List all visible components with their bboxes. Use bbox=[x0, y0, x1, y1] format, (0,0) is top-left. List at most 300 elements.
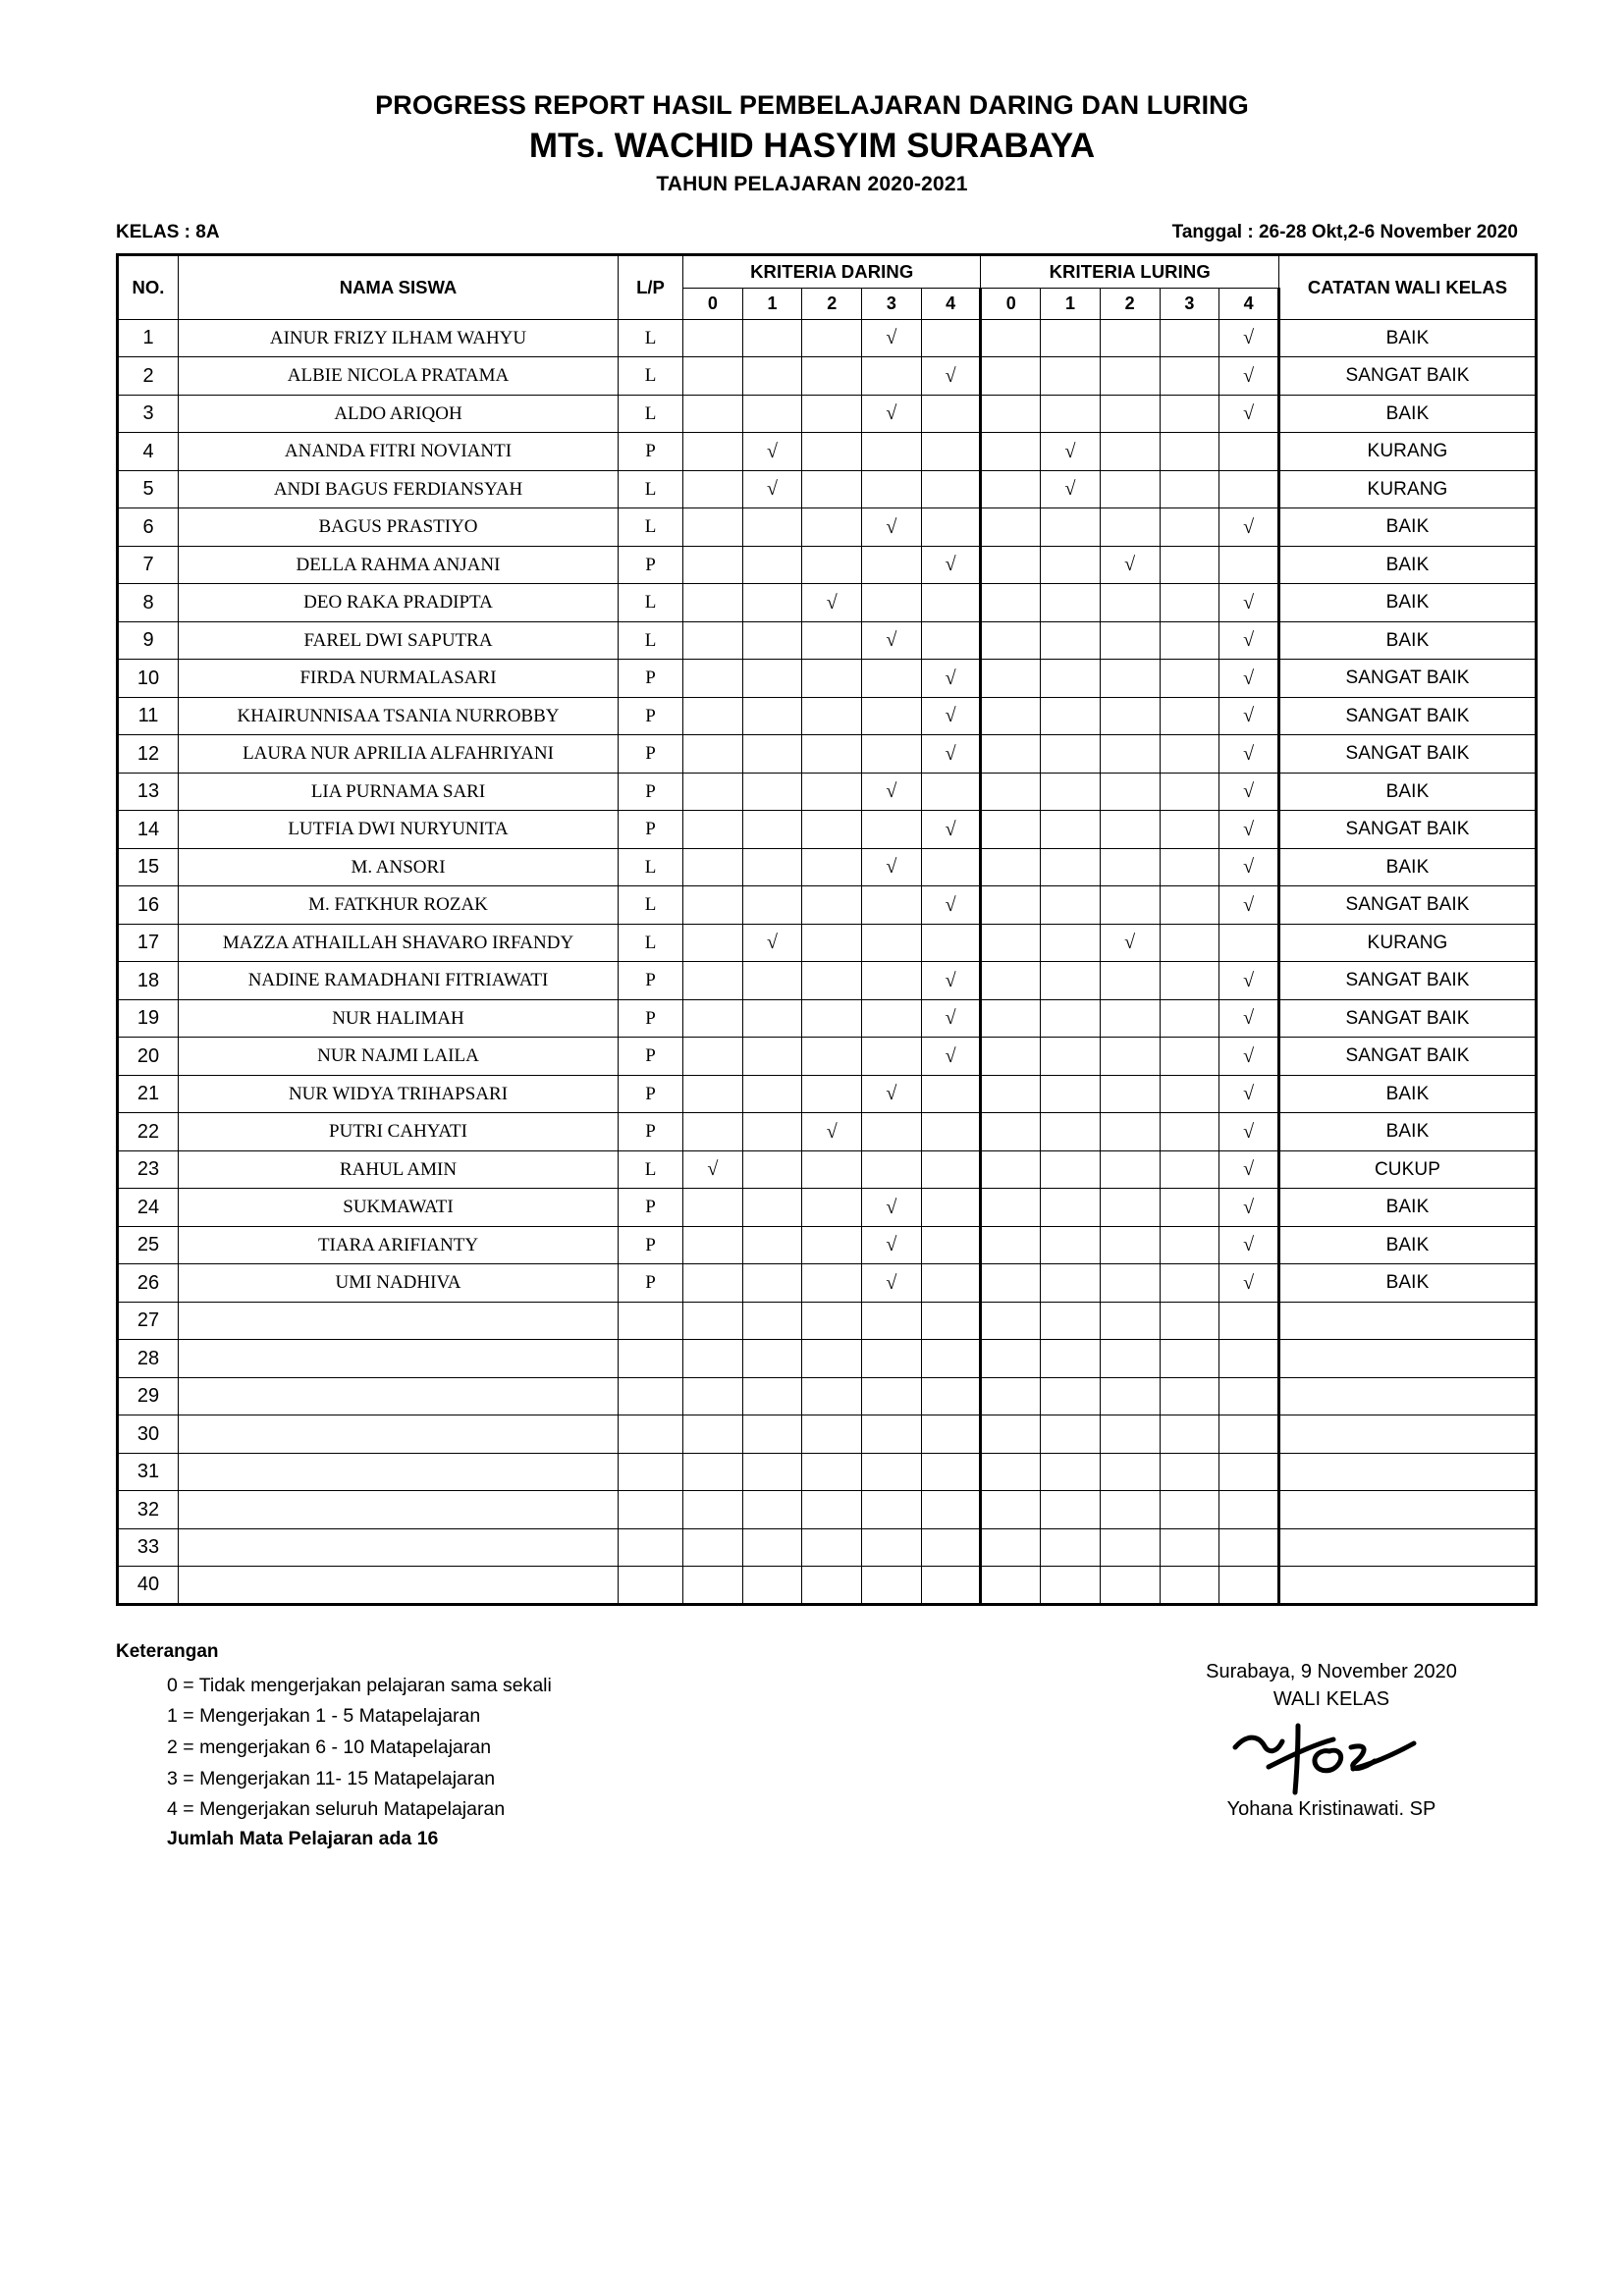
cell-luring-2[interactable] bbox=[1100, 1415, 1160, 1454]
cell-luring-1[interactable] bbox=[1041, 584, 1101, 622]
cell-luring-1[interactable] bbox=[1041, 1415, 1101, 1454]
cell-luring-2[interactable] bbox=[1100, 1264, 1160, 1303]
cell-daring-3[interactable] bbox=[862, 1377, 922, 1415]
cell-daring-2[interactable] bbox=[802, 1528, 862, 1567]
cell-luring-0[interactable] bbox=[981, 697, 1041, 735]
cell-luring-3[interactable] bbox=[1160, 697, 1219, 735]
cell-luring-1[interactable] bbox=[1041, 660, 1101, 698]
cell-luring-3[interactable] bbox=[1160, 773, 1219, 811]
cell-daring-4[interactable] bbox=[921, 621, 981, 660]
cell-daring-4[interactable]: √ bbox=[921, 811, 981, 849]
cell-luring-1[interactable] bbox=[1041, 319, 1101, 357]
cell-daring-3[interactable] bbox=[862, 697, 922, 735]
cell-luring-3[interactable] bbox=[1160, 962, 1219, 1000]
cell-daring-2[interactable] bbox=[802, 1567, 862, 1605]
cell-luring-4[interactable]: √ bbox=[1219, 508, 1279, 547]
cell-luring-4[interactable]: √ bbox=[1219, 735, 1279, 774]
cell-luring-2[interactable]: √ bbox=[1100, 924, 1160, 962]
cell-daring-2[interactable] bbox=[802, 1226, 862, 1264]
cell-daring-3[interactable] bbox=[862, 1453, 922, 1491]
cell-daring-0[interactable] bbox=[683, 886, 743, 925]
cell-daring-2[interactable] bbox=[802, 962, 862, 1000]
cell-daring-4[interactable]: √ bbox=[921, 697, 981, 735]
cell-daring-1[interactable] bbox=[742, 1567, 802, 1605]
cell-luring-2[interactable] bbox=[1100, 470, 1160, 508]
cell-daring-2[interactable] bbox=[802, 1491, 862, 1529]
cell-luring-1[interactable] bbox=[1041, 697, 1101, 735]
cell-luring-1[interactable] bbox=[1041, 1038, 1101, 1076]
cell-luring-4[interactable]: √ bbox=[1219, 773, 1279, 811]
cell-daring-3[interactable] bbox=[862, 357, 922, 396]
cell-luring-4[interactable] bbox=[1219, 1567, 1279, 1605]
cell-daring-0[interactable] bbox=[683, 621, 743, 660]
cell-daring-3[interactable] bbox=[862, 886, 922, 925]
cell-luring-3[interactable] bbox=[1160, 470, 1219, 508]
cell-luring-2[interactable] bbox=[1100, 1453, 1160, 1491]
cell-luring-3[interactable] bbox=[1160, 1528, 1219, 1567]
cell-luring-4[interactable] bbox=[1219, 546, 1279, 584]
cell-luring-1[interactable] bbox=[1041, 1377, 1101, 1415]
cell-daring-1[interactable] bbox=[742, 1189, 802, 1227]
cell-luring-0[interactable] bbox=[981, 584, 1041, 622]
cell-daring-4[interactable] bbox=[921, 319, 981, 357]
cell-daring-3[interactable] bbox=[862, 1528, 922, 1567]
cell-luring-2[interactable] bbox=[1100, 1528, 1160, 1567]
cell-daring-4[interactable] bbox=[921, 1415, 981, 1454]
cell-daring-4[interactable] bbox=[921, 1567, 981, 1605]
cell-daring-0[interactable] bbox=[683, 1264, 743, 1303]
cell-daring-3[interactable]: √ bbox=[862, 508, 922, 547]
cell-luring-4[interactable] bbox=[1219, 470, 1279, 508]
cell-daring-1[interactable] bbox=[742, 621, 802, 660]
cell-daring-3[interactable] bbox=[862, 1113, 922, 1151]
cell-daring-1[interactable] bbox=[742, 735, 802, 774]
cell-luring-1[interactable] bbox=[1041, 773, 1101, 811]
cell-daring-1[interactable] bbox=[742, 848, 802, 886]
cell-daring-2[interactable]: √ bbox=[802, 1113, 862, 1151]
cell-luring-0[interactable] bbox=[981, 999, 1041, 1038]
cell-daring-2[interactable] bbox=[802, 660, 862, 698]
cell-daring-2[interactable] bbox=[802, 697, 862, 735]
cell-luring-4[interactable]: √ bbox=[1219, 848, 1279, 886]
cell-daring-4[interactable] bbox=[921, 848, 981, 886]
cell-daring-1[interactable]: √ bbox=[742, 433, 802, 471]
cell-daring-1[interactable] bbox=[742, 1150, 802, 1189]
cell-daring-4[interactable] bbox=[921, 433, 981, 471]
cell-luring-2[interactable] bbox=[1100, 1150, 1160, 1189]
cell-luring-4[interactable] bbox=[1219, 1453, 1279, 1491]
cell-luring-4[interactable] bbox=[1219, 1302, 1279, 1340]
cell-daring-2[interactable] bbox=[802, 924, 862, 962]
cell-daring-4[interactable] bbox=[921, 508, 981, 547]
cell-luring-2[interactable] bbox=[1100, 1038, 1160, 1076]
cell-daring-0[interactable] bbox=[683, 357, 743, 396]
cell-daring-2[interactable] bbox=[802, 546, 862, 584]
cell-luring-2[interactable] bbox=[1100, 319, 1160, 357]
cell-luring-3[interactable] bbox=[1160, 395, 1219, 433]
cell-luring-0[interactable] bbox=[981, 962, 1041, 1000]
cell-luring-3[interactable] bbox=[1160, 1113, 1219, 1151]
cell-luring-1[interactable] bbox=[1041, 1302, 1101, 1340]
cell-luring-4[interactable]: √ bbox=[1219, 1038, 1279, 1076]
cell-luring-0[interactable] bbox=[981, 924, 1041, 962]
cell-daring-0[interactable] bbox=[683, 962, 743, 1000]
cell-daring-0[interactable] bbox=[683, 773, 743, 811]
cell-luring-2[interactable] bbox=[1100, 1567, 1160, 1605]
cell-luring-4[interactable]: √ bbox=[1219, 1150, 1279, 1189]
cell-luring-0[interactable] bbox=[981, 1150, 1041, 1189]
cell-daring-4[interactable] bbox=[921, 470, 981, 508]
cell-luring-0[interactable] bbox=[981, 621, 1041, 660]
cell-luring-0[interactable] bbox=[981, 1567, 1041, 1605]
cell-luring-2[interactable] bbox=[1100, 1302, 1160, 1340]
cell-luring-2[interactable] bbox=[1100, 697, 1160, 735]
cell-luring-3[interactable] bbox=[1160, 319, 1219, 357]
cell-daring-1[interactable] bbox=[742, 999, 802, 1038]
cell-luring-1[interactable] bbox=[1041, 962, 1101, 1000]
cell-daring-2[interactable] bbox=[802, 1415, 862, 1454]
cell-luring-0[interactable] bbox=[981, 1226, 1041, 1264]
cell-daring-2[interactable] bbox=[802, 735, 862, 774]
cell-daring-0[interactable] bbox=[683, 924, 743, 962]
cell-luring-3[interactable] bbox=[1160, 1150, 1219, 1189]
cell-daring-3[interactable]: √ bbox=[862, 1264, 922, 1303]
cell-daring-3[interactable]: √ bbox=[862, 319, 922, 357]
cell-luring-0[interactable] bbox=[981, 357, 1041, 396]
cell-daring-2[interactable] bbox=[802, 1340, 862, 1378]
cell-daring-3[interactable] bbox=[862, 1038, 922, 1076]
cell-luring-0[interactable] bbox=[981, 811, 1041, 849]
cell-daring-1[interactable] bbox=[742, 508, 802, 547]
cell-luring-3[interactable] bbox=[1160, 1189, 1219, 1227]
cell-luring-1[interactable] bbox=[1041, 735, 1101, 774]
cell-daring-1[interactable] bbox=[742, 1377, 802, 1415]
cell-daring-4[interactable] bbox=[921, 1113, 981, 1151]
cell-daring-1[interactable] bbox=[742, 584, 802, 622]
cell-daring-0[interactable] bbox=[683, 1453, 743, 1491]
cell-daring-0[interactable] bbox=[683, 395, 743, 433]
cell-luring-4[interactable]: √ bbox=[1219, 1264, 1279, 1303]
cell-luring-1[interactable] bbox=[1041, 811, 1101, 849]
cell-luring-4[interactable]: √ bbox=[1219, 1189, 1279, 1227]
cell-luring-4[interactable]: √ bbox=[1219, 1113, 1279, 1151]
cell-luring-1[interactable] bbox=[1041, 1150, 1101, 1189]
cell-daring-4[interactable] bbox=[921, 584, 981, 622]
cell-daring-3[interactable]: √ bbox=[862, 773, 922, 811]
cell-daring-1[interactable] bbox=[742, 1415, 802, 1454]
cell-daring-3[interactable] bbox=[862, 924, 922, 962]
cell-luring-2[interactable] bbox=[1100, 1491, 1160, 1529]
cell-daring-0[interactable] bbox=[683, 735, 743, 774]
cell-daring-4[interactable] bbox=[921, 1377, 981, 1415]
cell-daring-2[interactable] bbox=[802, 773, 862, 811]
cell-daring-0[interactable] bbox=[683, 319, 743, 357]
cell-luring-0[interactable] bbox=[981, 848, 1041, 886]
cell-daring-2[interactable] bbox=[802, 395, 862, 433]
cell-luring-0[interactable] bbox=[981, 1528, 1041, 1567]
cell-daring-0[interactable] bbox=[683, 1075, 743, 1113]
cell-daring-1[interactable] bbox=[742, 962, 802, 1000]
cell-luring-1[interactable] bbox=[1041, 1113, 1101, 1151]
cell-luring-2[interactable] bbox=[1100, 962, 1160, 1000]
cell-luring-3[interactable] bbox=[1160, 848, 1219, 886]
cell-luring-3[interactable] bbox=[1160, 1264, 1219, 1303]
cell-luring-2[interactable] bbox=[1100, 1113, 1160, 1151]
cell-luring-2[interactable] bbox=[1100, 886, 1160, 925]
cell-daring-0[interactable] bbox=[683, 1491, 743, 1529]
cell-daring-1[interactable] bbox=[742, 1453, 802, 1491]
cell-daring-0[interactable] bbox=[683, 1415, 743, 1454]
cell-luring-4[interactable]: √ bbox=[1219, 660, 1279, 698]
cell-luring-1[interactable]: √ bbox=[1041, 470, 1101, 508]
cell-luring-1[interactable] bbox=[1041, 1528, 1101, 1567]
cell-luring-1[interactable] bbox=[1041, 1491, 1101, 1529]
cell-daring-3[interactable] bbox=[862, 584, 922, 622]
cell-luring-2[interactable] bbox=[1100, 735, 1160, 774]
cell-daring-2[interactable] bbox=[802, 999, 862, 1038]
cell-luring-4[interactable]: √ bbox=[1219, 999, 1279, 1038]
cell-daring-0[interactable] bbox=[683, 1189, 743, 1227]
cell-daring-1[interactable] bbox=[742, 886, 802, 925]
cell-daring-4[interactable]: √ bbox=[921, 735, 981, 774]
cell-luring-1[interactable] bbox=[1041, 1189, 1101, 1227]
cell-luring-3[interactable] bbox=[1160, 1491, 1219, 1529]
cell-daring-1[interactable]: √ bbox=[742, 924, 802, 962]
cell-luring-3[interactable] bbox=[1160, 546, 1219, 584]
cell-daring-0[interactable]: √ bbox=[683, 1150, 743, 1189]
cell-daring-3[interactable] bbox=[862, 470, 922, 508]
cell-luring-3[interactable] bbox=[1160, 357, 1219, 396]
cell-daring-3[interactable] bbox=[862, 1567, 922, 1605]
cell-luring-1[interactable] bbox=[1041, 1226, 1101, 1264]
cell-luring-4[interactable] bbox=[1219, 1528, 1279, 1567]
cell-daring-0[interactable] bbox=[683, 1528, 743, 1567]
cell-daring-4[interactable]: √ bbox=[921, 886, 981, 925]
cell-daring-3[interactable] bbox=[862, 1491, 922, 1529]
cell-daring-4[interactable]: √ bbox=[921, 546, 981, 584]
cell-daring-2[interactable]: √ bbox=[802, 584, 862, 622]
cell-luring-4[interactable] bbox=[1219, 1415, 1279, 1454]
cell-luring-2[interactable] bbox=[1100, 621, 1160, 660]
cell-luring-0[interactable] bbox=[981, 660, 1041, 698]
cell-luring-3[interactable] bbox=[1160, 999, 1219, 1038]
cell-daring-4[interactable] bbox=[921, 1075, 981, 1113]
cell-daring-3[interactable] bbox=[862, 735, 922, 774]
cell-daring-0[interactable] bbox=[683, 1226, 743, 1264]
cell-daring-2[interactable] bbox=[802, 1453, 862, 1491]
cell-luring-2[interactable] bbox=[1100, 848, 1160, 886]
cell-luring-2[interactable] bbox=[1100, 357, 1160, 396]
cell-daring-0[interactable] bbox=[683, 546, 743, 584]
cell-luring-2[interactable] bbox=[1100, 1226, 1160, 1264]
cell-daring-2[interactable] bbox=[802, 470, 862, 508]
cell-daring-2[interactable] bbox=[802, 508, 862, 547]
cell-daring-1[interactable] bbox=[742, 660, 802, 698]
cell-luring-4[interactable]: √ bbox=[1219, 621, 1279, 660]
cell-daring-3[interactable]: √ bbox=[862, 395, 922, 433]
cell-daring-1[interactable] bbox=[742, 697, 802, 735]
cell-luring-4[interactable]: √ bbox=[1219, 357, 1279, 396]
cell-luring-2[interactable] bbox=[1100, 1189, 1160, 1227]
cell-luring-1[interactable] bbox=[1041, 924, 1101, 962]
cell-luring-3[interactable] bbox=[1160, 1075, 1219, 1113]
cell-luring-4[interactable] bbox=[1219, 1377, 1279, 1415]
cell-luring-2[interactable] bbox=[1100, 1377, 1160, 1415]
cell-luring-0[interactable] bbox=[981, 319, 1041, 357]
cell-luring-2[interactable] bbox=[1100, 508, 1160, 547]
cell-luring-0[interactable] bbox=[981, 1377, 1041, 1415]
cell-daring-1[interactable] bbox=[742, 1302, 802, 1340]
cell-luring-0[interactable] bbox=[981, 508, 1041, 547]
cell-daring-1[interactable] bbox=[742, 546, 802, 584]
cell-luring-4[interactable]: √ bbox=[1219, 395, 1279, 433]
cell-daring-3[interactable] bbox=[862, 1340, 922, 1378]
cell-luring-2[interactable] bbox=[1100, 660, 1160, 698]
cell-daring-3[interactable]: √ bbox=[862, 1189, 922, 1227]
cell-luring-3[interactable] bbox=[1160, 433, 1219, 471]
cell-daring-0[interactable] bbox=[683, 811, 743, 849]
cell-luring-0[interactable] bbox=[981, 1075, 1041, 1113]
cell-daring-2[interactable] bbox=[802, 886, 862, 925]
cell-luring-0[interactable] bbox=[981, 1264, 1041, 1303]
cell-daring-4[interactable]: √ bbox=[921, 999, 981, 1038]
cell-luring-2[interactable] bbox=[1100, 811, 1160, 849]
cell-daring-4[interactable] bbox=[921, 1264, 981, 1303]
cell-daring-1[interactable] bbox=[742, 1491, 802, 1529]
cell-daring-3[interactable] bbox=[862, 433, 922, 471]
cell-daring-4[interactable] bbox=[921, 1226, 981, 1264]
cell-daring-3[interactable]: √ bbox=[862, 1075, 922, 1113]
cell-daring-3[interactable] bbox=[862, 999, 922, 1038]
cell-daring-2[interactable] bbox=[802, 319, 862, 357]
cell-daring-4[interactable]: √ bbox=[921, 1038, 981, 1076]
cell-daring-2[interactable] bbox=[802, 848, 862, 886]
cell-luring-1[interactable] bbox=[1041, 999, 1101, 1038]
cell-luring-0[interactable] bbox=[981, 433, 1041, 471]
cell-luring-3[interactable] bbox=[1160, 1038, 1219, 1076]
cell-luring-2[interactable] bbox=[1100, 999, 1160, 1038]
cell-luring-3[interactable] bbox=[1160, 508, 1219, 547]
cell-daring-4[interactable] bbox=[921, 1302, 981, 1340]
cell-daring-3[interactable]: √ bbox=[862, 1226, 922, 1264]
cell-luring-0[interactable] bbox=[981, 1491, 1041, 1529]
cell-luring-1[interactable] bbox=[1041, 1075, 1101, 1113]
cell-daring-1[interactable] bbox=[742, 1226, 802, 1264]
cell-luring-0[interactable] bbox=[981, 1415, 1041, 1454]
cell-luring-0[interactable] bbox=[981, 1113, 1041, 1151]
cell-luring-4[interactable]: √ bbox=[1219, 697, 1279, 735]
cell-daring-0[interactable] bbox=[683, 697, 743, 735]
cell-luring-4[interactable]: √ bbox=[1219, 319, 1279, 357]
cell-daring-4[interactable] bbox=[921, 1340, 981, 1378]
cell-daring-3[interactable] bbox=[862, 962, 922, 1000]
cell-daring-3[interactable] bbox=[862, 546, 922, 584]
cell-luring-0[interactable] bbox=[981, 735, 1041, 774]
cell-daring-0[interactable] bbox=[683, 508, 743, 547]
cell-luring-3[interactable] bbox=[1160, 1302, 1219, 1340]
cell-daring-4[interactable] bbox=[921, 395, 981, 433]
cell-daring-1[interactable] bbox=[742, 319, 802, 357]
cell-daring-2[interactable] bbox=[802, 1377, 862, 1415]
cell-daring-4[interactable] bbox=[921, 924, 981, 962]
cell-luring-3[interactable] bbox=[1160, 1226, 1219, 1264]
cell-luring-1[interactable] bbox=[1041, 1340, 1101, 1378]
cell-luring-4[interactable]: √ bbox=[1219, 811, 1279, 849]
cell-daring-0[interactable] bbox=[683, 1113, 743, 1151]
cell-luring-3[interactable] bbox=[1160, 1340, 1219, 1378]
cell-luring-2[interactable] bbox=[1100, 433, 1160, 471]
cell-luring-4[interactable]: √ bbox=[1219, 1075, 1279, 1113]
cell-luring-1[interactable] bbox=[1041, 1264, 1101, 1303]
cell-daring-0[interactable] bbox=[683, 999, 743, 1038]
cell-luring-1[interactable] bbox=[1041, 848, 1101, 886]
cell-daring-2[interactable] bbox=[802, 811, 862, 849]
cell-luring-3[interactable] bbox=[1160, 1377, 1219, 1415]
cell-luring-0[interactable] bbox=[981, 1340, 1041, 1378]
cell-daring-0[interactable] bbox=[683, 470, 743, 508]
cell-daring-3[interactable]: √ bbox=[862, 621, 922, 660]
cell-daring-4[interactable] bbox=[921, 1528, 981, 1567]
cell-daring-1[interactable]: √ bbox=[742, 470, 802, 508]
cell-luring-4[interactable]: √ bbox=[1219, 584, 1279, 622]
cell-luring-0[interactable] bbox=[981, 773, 1041, 811]
cell-daring-2[interactable] bbox=[802, 357, 862, 396]
cell-luring-3[interactable] bbox=[1160, 811, 1219, 849]
cell-daring-1[interactable] bbox=[742, 357, 802, 396]
cell-daring-4[interactable] bbox=[921, 1491, 981, 1529]
cell-daring-4[interactable]: √ bbox=[921, 962, 981, 1000]
cell-luring-0[interactable] bbox=[981, 470, 1041, 508]
cell-luring-1[interactable] bbox=[1041, 1453, 1101, 1491]
cell-daring-3[interactable] bbox=[862, 1415, 922, 1454]
cell-luring-4[interactable]: √ bbox=[1219, 1226, 1279, 1264]
cell-luring-1[interactable] bbox=[1041, 395, 1101, 433]
cell-luring-2[interactable]: √ bbox=[1100, 546, 1160, 584]
cell-daring-2[interactable] bbox=[802, 1075, 862, 1113]
cell-luring-1[interactable] bbox=[1041, 357, 1101, 396]
cell-luring-1[interactable] bbox=[1041, 621, 1101, 660]
cell-daring-1[interactable] bbox=[742, 1038, 802, 1076]
cell-luring-1[interactable] bbox=[1041, 1567, 1101, 1605]
cell-daring-0[interactable] bbox=[683, 1377, 743, 1415]
cell-luring-2[interactable] bbox=[1100, 1340, 1160, 1378]
cell-daring-0[interactable] bbox=[683, 1038, 743, 1076]
cell-daring-0[interactable] bbox=[683, 1567, 743, 1605]
cell-luring-0[interactable] bbox=[981, 1453, 1041, 1491]
cell-luring-3[interactable] bbox=[1160, 1567, 1219, 1605]
cell-luring-2[interactable] bbox=[1100, 395, 1160, 433]
cell-luring-4[interactable]: √ bbox=[1219, 886, 1279, 925]
cell-luring-1[interactable] bbox=[1041, 886, 1101, 925]
cell-luring-2[interactable] bbox=[1100, 773, 1160, 811]
cell-luring-1[interactable]: √ bbox=[1041, 433, 1101, 471]
cell-luring-2[interactable] bbox=[1100, 1075, 1160, 1113]
cell-luring-0[interactable] bbox=[981, 1302, 1041, 1340]
cell-daring-3[interactable] bbox=[862, 660, 922, 698]
cell-luring-4[interactable] bbox=[1219, 924, 1279, 962]
cell-daring-4[interactable] bbox=[921, 1189, 981, 1227]
cell-luring-1[interactable] bbox=[1041, 508, 1101, 547]
cell-luring-0[interactable] bbox=[981, 546, 1041, 584]
cell-luring-2[interactable] bbox=[1100, 584, 1160, 622]
cell-daring-1[interactable] bbox=[742, 811, 802, 849]
cell-daring-2[interactable] bbox=[802, 433, 862, 471]
cell-daring-0[interactable] bbox=[683, 848, 743, 886]
cell-daring-3[interactable] bbox=[862, 1150, 922, 1189]
cell-luring-3[interactable] bbox=[1160, 584, 1219, 622]
cell-daring-1[interactable] bbox=[742, 1264, 802, 1303]
cell-luring-3[interactable] bbox=[1160, 735, 1219, 774]
